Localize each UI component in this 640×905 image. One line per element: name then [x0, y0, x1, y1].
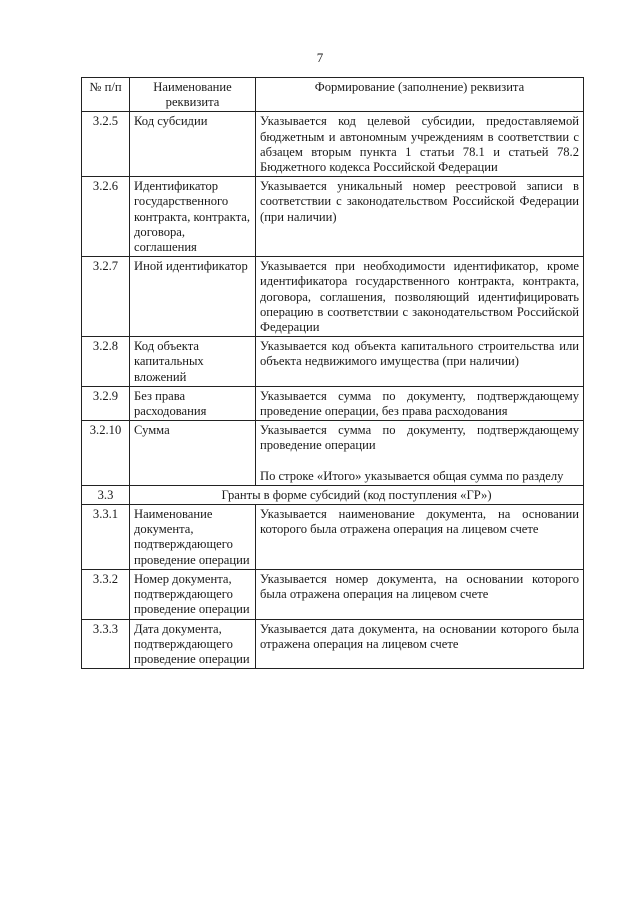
- row-desc: Указывается код объекта капитального строительства или объекта недвижимого имущества (при наличии): [256, 337, 584, 387]
- table-row: [82, 619, 584, 669]
- table-row: [82, 337, 584, 387]
- table-row: [82, 177, 584, 257]
- row-name: Наименование документа, подтверждающего проведение операции: [130, 505, 256, 570]
- table-row: [82, 112, 584, 177]
- row-num: 3.2.6: [82, 177, 130, 257]
- row-desc: Указывается наименование документа, на основании которого была отражена операция на лицевом счете: [256, 505, 584, 570]
- row-name: Без права расходования: [130, 386, 256, 420]
- row-num: 3.2.5: [82, 112, 130, 177]
- row-name: Иной идентификатор: [130, 257, 256, 337]
- row-num: 3.2.8: [82, 337, 130, 387]
- table-row: [82, 257, 584, 337]
- page-number: 7: [316, 50, 324, 65]
- header-name: Наименование реквизита: [130, 78, 256, 112]
- row-desc: Указывается при необходимости идентификатор, кроме идентификатора государственного контракта, контракта, договора, соглашения, позволяющий идентифицировать операцию в соответствии с законодательством Российской Федерации: [256, 257, 584, 337]
- row-desc: Указывается сумма по документу, подтверждающему проведение операции, без права расходования: [256, 386, 584, 420]
- row-name: Дата документа, подтверждающего проведение операции: [130, 619, 256, 669]
- row-desc: Указывается код целевой субсидии, предоставляемой бюджетным и автономным учреждениям в соответствии с абзацем вторым пункта 1 статьи 78.1 и статьей 78.2 Бюджетного кодекса Российской Федерации: [256, 112, 584, 177]
- section-row: [82, 485, 584, 504]
- row-num: 3.2.9: [82, 386, 130, 420]
- row-name: Номер документа, подтверждающего проведение операции: [130, 569, 256, 619]
- section-title: Гранты в форме субсидий (код поступления «ГР»): [130, 485, 584, 504]
- row-desc: Указывается уникальный номер реестровой записи в соответствии с законодательством Российской Федерации (при наличии): [256, 177, 584, 257]
- section-num: 3.3: [82, 485, 130, 504]
- table-header-row: [82, 78, 584, 112]
- row-desc: Указывается номер документа, на основании которого была отражена операция на лицевом счете: [256, 569, 584, 619]
- row-desc-total-note: По строке «Итого» указывается общая сумма по разделу: [260, 468, 564, 483]
- row-name: Сумма: [130, 421, 256, 486]
- header-num: № п/п: [82, 78, 130, 112]
- requisites-table: [81, 77, 584, 669]
- row-name: Код объекта капитальных вложений: [130, 337, 256, 387]
- row-name: Код субсидии: [130, 112, 256, 177]
- table-row: [82, 386, 584, 420]
- row-desc-paragraph: Указывается сумма по документу, подтверждающему проведение операции: [260, 423, 579, 453]
- row-num: 3.2.10: [82, 421, 130, 486]
- table-row: [82, 569, 584, 619]
- row-num: 3.3.3: [82, 619, 130, 669]
- row-num: 3.3.1: [82, 505, 130, 570]
- row-num: 3.3.2: [82, 569, 130, 619]
- table-row: [82, 421, 584, 486]
- row-desc: Указывается дата документа, на основании которого была отражена операция на лицевом счете: [256, 619, 584, 669]
- table-row: [82, 505, 584, 570]
- row-desc: [256, 421, 584, 486]
- row-num: 3.2.7: [82, 257, 130, 337]
- header-desc: Формирование (заполнение) реквизита: [256, 78, 584, 112]
- row-name: Идентификатор государственного контракта, контракта, договора, соглашения: [130, 177, 256, 257]
